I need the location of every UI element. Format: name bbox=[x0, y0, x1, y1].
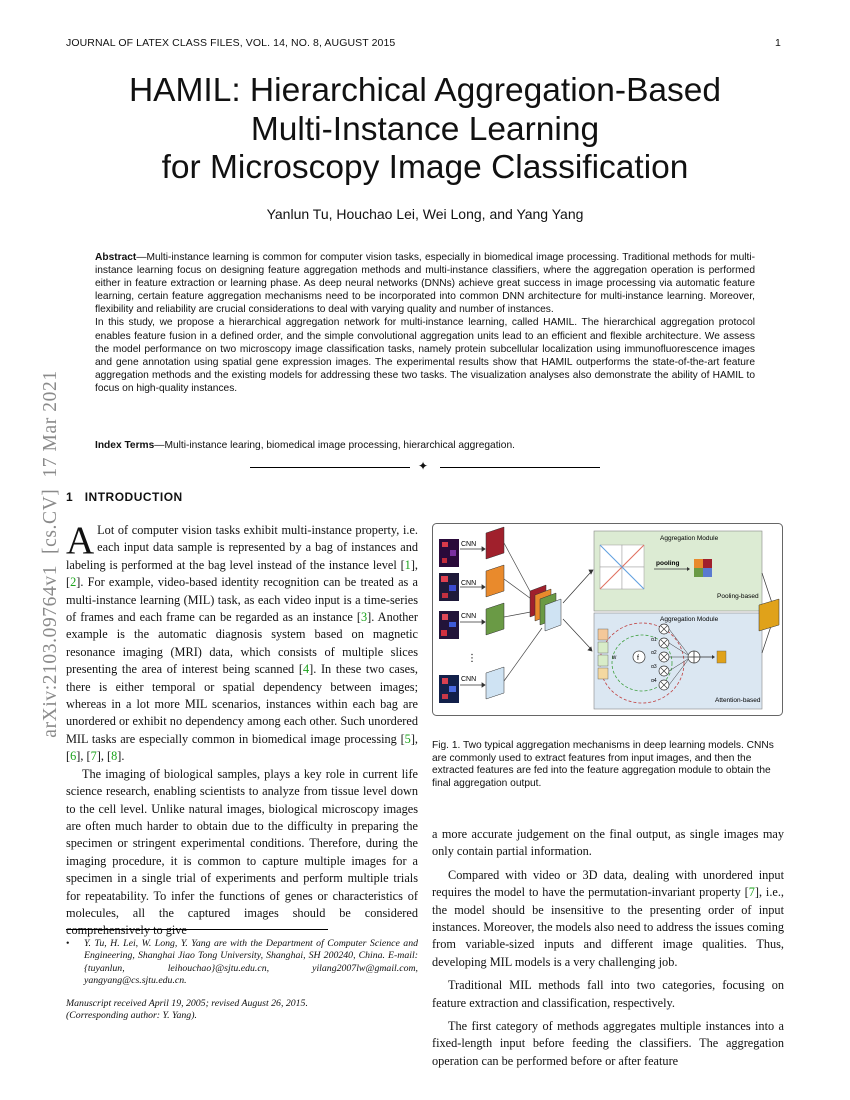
footnote-rule bbox=[66, 929, 328, 930]
title-line-1: HAMIL: Hierarchical Aggregation-Based bbox=[128, 72, 722, 109]
authors: Yanlun Tu, Houchao Lei, Wei Long, and Yang Yang bbox=[266, 206, 584, 222]
citation-link[interactable]: 3 bbox=[361, 610, 368, 625]
title-line-3: for Microscopy Image Classification bbox=[161, 149, 689, 186]
page-number: 1 bbox=[775, 37, 781, 49]
text-span: Compared with video or 3D data, dealing with unordered input requires the model to have the permutation-invariant property [ bbox=[432, 867, 784, 900]
section-heading bbox=[66, 490, 183, 504]
aggregation-module-attention bbox=[594, 613, 762, 709]
attention-based-label: Attention-based bbox=[715, 697, 761, 704]
weight-label: w bbox=[612, 655, 617, 661]
pooling-label: pooling bbox=[656, 560, 680, 567]
arxiv-stamp: arXiv:2103.09764v1 [cs.CV] 17 Mar 2021 bbox=[40, 370, 61, 738]
intro-paragraph-2: The imaging of biological samples, plays a key role in current life science research, enabling scientists to analyze from tissue level down to the cell level. Unlike natural images, biological microscopy images are often much harder to obtain due to the difficulty in preparing the specimen or stringent experimental conditions. Therefore, during the imaging procedure, it is common to capture multiple images for a specimen in a single trial of experiments and perform multiple trials for repeatability. To infer the functions of genes or characteristics of molecules, all the captured images should be considered comprehensively to give bbox=[66, 766, 418, 938]
index-terms bbox=[95, 440, 755, 451]
index-terms-label: Index Terms bbox=[95, 440, 155, 451]
right-paragraph-1: a more accurate judgement on the final output, as single images may only contain partial information. bbox=[432, 827, 784, 859]
input-image-4 bbox=[439, 675, 459, 703]
divider-right bbox=[440, 467, 600, 468]
cnn-label: CNN bbox=[461, 613, 477, 620]
intro-paragraph-1 bbox=[66, 519, 418, 766]
citation-link[interactable]: 1 bbox=[404, 557, 411, 572]
cnn-label: CNN bbox=[461, 541, 477, 548]
ellipsis-dots: ⋮ bbox=[467, 653, 477, 664]
attention-output bbox=[717, 651, 726, 663]
abstract-paragraph-2: In this study, we propose a hierarchical aggregation network for multi-instance learning, called HAMIL. The hierarchical aggregation protocol enables feature fusion in a defined order, and the simple convolutional aggregation units lead to an efficient and flexible architecture. We assess the model performance on two microscopy image classification tasks, namely protein subcellular localization using immunofluorescence images and gene annotation using spatial gene expression images. The experimental results show that HAMIL outperforms the state-of-the-art feature aggregation methods and the existing models for addressing these two tasks. The visualization analyses also demonstrate the ability of HAMIL to focus on high-quality instances. bbox=[95, 317, 755, 394]
right-column bbox=[432, 826, 784, 1070]
figure-1 bbox=[432, 523, 783, 716]
alpha-label: α3 bbox=[651, 664, 657, 670]
text-span: ], [ bbox=[66, 731, 418, 764]
input-image-3 bbox=[439, 611, 459, 639]
alpha-label: α2 bbox=[651, 650, 657, 656]
citation-link[interactable]: 7 bbox=[748, 885, 755, 900]
cnn-label: CNN bbox=[461, 676, 477, 683]
text-span: ], [ bbox=[66, 557, 418, 590]
index-terms-text: —Multi-instance learing, biomedical image processing, hierarchical aggregation. bbox=[154, 440, 515, 451]
function-label: f bbox=[637, 655, 639, 662]
citation-link[interactable]: 2 bbox=[70, 575, 77, 590]
manuscript-line-1: Manuscript received April 19, 2005; revised August 26, 2015. bbox=[66, 998, 308, 1009]
text-span: ], i.e., the model should be insensitive to the presenting order of input instances. Moreover, the models also need to address the issues coming from variable-sized inputs and different image qualities. Thus, developing MIL models is a very challenging job. bbox=[432, 885, 784, 969]
citation-link[interactable]: 6 bbox=[70, 749, 77, 764]
abstract-text-1: —Multi-instance learning is common for computer vision tasks, especially in biomedical image processing. Traditional methods for multi-instance learning focus on designing feature aggregation methods and multi-instance classifiers, where the aggregation operation is performed either in feature extraction or learning phase. As deep neural networks (DNNs) achieve great success in image processing via automatic feature learning, certain feature aggregation mechanisms need to be incorporated into common DNN architecture for multi-instance learning. Moreover, flexibility and reliability are crucial considerations to deal with varying quality and number of instances. bbox=[95, 252, 755, 316]
dropcap: A bbox=[66, 519, 95, 562]
text-span: ]. Another example is the automatic diagnosis system based on magnetic resonance imaging (MRI) data, which consists of multiple slices presenting the area of interest being scanned [ bbox=[66, 610, 418, 677]
footnote bbox=[66, 938, 418, 987]
citation-link[interactable]: 8 bbox=[111, 749, 118, 764]
section-number: 1 bbox=[66, 490, 74, 504]
figure-diagram bbox=[432, 523, 783, 716]
citation-link[interactable]: 4 bbox=[302, 662, 310, 677]
manuscript-note bbox=[66, 998, 418, 1023]
right-paragraph-2 bbox=[432, 867, 784, 971]
cnn-label: CNN bbox=[461, 580, 477, 587]
pooling-based-label: Pooling-based bbox=[717, 593, 759, 600]
footnote-bullet: • bbox=[66, 938, 70, 949]
aggregation-module-title: Aggregation Module bbox=[660, 535, 719, 542]
text-span: ]. bbox=[117, 749, 125, 764]
citation-link[interactable]: 5 bbox=[404, 731, 411, 746]
alpha-label: α1 bbox=[651, 637, 657, 643]
aggregation-module-title-2: Aggregation Module bbox=[660, 616, 719, 623]
divider-left bbox=[250, 467, 410, 468]
text-span: ]. In these two cases, there is either temporal or spatial dependency between images; whereas in a lot more MIL scenarios, instances within each bag are unordered or exhibit no dependency among each other. Such unordered MIL tasks are especially common in biomedical image processing [ bbox=[66, 662, 418, 746]
abstract-paragraph-1 bbox=[95, 251, 755, 316]
text-span: ], [ bbox=[96, 749, 112, 764]
paper-title bbox=[60, 72, 790, 188]
citation-link[interactable]: 7 bbox=[90, 749, 97, 764]
right-paragraph-4: The first category of methods aggregates multiple instances into a fixed-length input before feeding the classifiers. The aggregation operation can be performed before or after feature bbox=[432, 1019, 784, 1068]
left-column bbox=[66, 519, 418, 940]
input-image-1 bbox=[439, 539, 459, 567]
text-span: Lot of computer vision tasks exhibit multi-instance property, i.e. each input data sample is represented by a bag of instances and labeling is performed at the bag level instead of the instance level [ bbox=[66, 523, 418, 572]
right-paragraph-3: Traditional MIL methods fall into two categories, focusing on feature extraction and classification, respectively. bbox=[432, 978, 784, 1010]
running-header: JOURNAL OF LATEX CLASS FILES, VOL. 14, NO. 8, AUGUST 2015 bbox=[66, 37, 396, 49]
text-span: ]. For example, video-based identity recognition can be treated as a multi-instance learning (MIL) task, as each video input is a time-series of frames and each frame can be regarded as an instance [ bbox=[66, 575, 418, 625]
title-line-2: Multi-Instance Learning bbox=[250, 110, 600, 148]
footnote-text: Y. Tu, H. Lei, W. Long, Y. Yang are with the Department of Computer Science and Engineering, Shanghai Jiao Tong University, Shanghai, SH 200240, China. E-mail: {tuyanlun, leihouchao}@sjtu.edu.cn, yilang2007lw@gmail.com, yangyang@cs.sjtu.edu.cn. bbox=[84, 938, 418, 986]
input-image-2 bbox=[439, 573, 459, 601]
abstract-label: Abstract bbox=[95, 252, 137, 263]
abstract bbox=[95, 251, 755, 395]
figure-caption: Fig. 1. Two typical aggregation mechanisms in deep learning models. CNNs are commonly used to extract features from input images, and then the extracted features are fed into the feature aggregation module to obtain the final aggregation output. bbox=[432, 740, 774, 789]
alpha-label: α4 bbox=[651, 678, 657, 684]
text-span: ], [ bbox=[76, 749, 91, 764]
divider-diamond-icon: ✦ bbox=[418, 459, 429, 473]
section-title: INTRODUCTION bbox=[84, 490, 183, 504]
manuscript-line-2: (Corresponding author: Y. Yang). bbox=[66, 1010, 197, 1022]
